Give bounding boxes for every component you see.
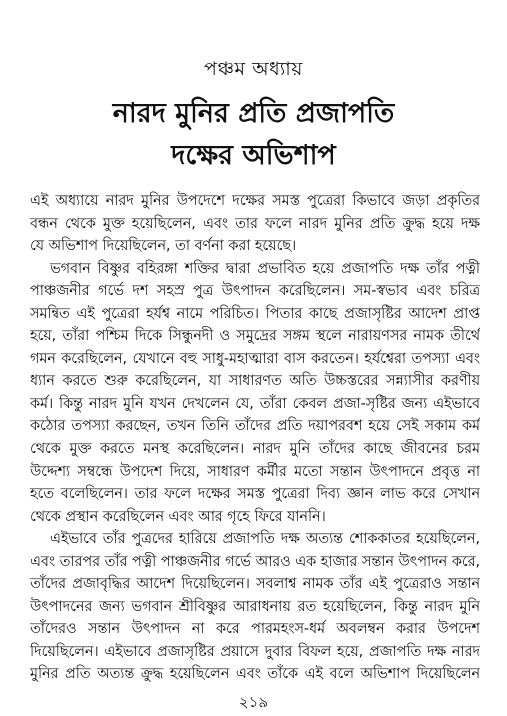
text-line: থেকে প্রস্থান করেছিলেন এবং আর গৃহে ফিরে যাননি। — [30, 508, 326, 525]
chapter-title-line-1: নারদ মুনির প্রতি প্রজাপতি — [112, 98, 395, 129]
text-line: হতে বলেছিলেন। তার ফলে দক্ষের সমস্ত পুত্রেরা দিব্য জ্ঞান লাভ করে সেখান — [30, 486, 480, 503]
text-line: তাঁদেরও সন্তান উৎপাদন না করে পারমহংস-ধর্ম অবলম্বন করার উপদেশ — [30, 621, 480, 638]
chapter-heading: পঞ্চম অধ্যায় — [204, 58, 303, 80]
chapter-title-line-2: দক্ষের অভিশাপ — [171, 140, 336, 171]
text-line: উদ্দেশ্য সম্বন্ধে উপদেশ দিয়ে, সাধারণ কর্মীর মতো সন্তান উৎপাদনে প্রবৃত্ত না — [30, 463, 480, 480]
text-line: উৎপাদনের জন্য ভগবান শ্রীবিষ্ণুর আরাধনায় রত হয়েছিলেন, কিন্তু নারদ মুনি — [30, 598, 480, 615]
text-line: এইভাবে তাঁর পুত্রদের হারিয়ে প্রজাপতি দক্ষ অত্যন্ত শোককাতর হয়েছিলেন, — [50, 531, 480, 548]
text-line: থেকে মুক্ত করতে মনস্থ করেছিলেন। নারদ মুনি তাঁদের কাছে জীবনের চরম — [30, 441, 480, 458]
text-line: কঠোর তপস্যা করছেন, তখন তিনি তাঁদের প্রতি দয়াপরবশ হয়ে সেই সকাম কর্ম — [30, 418, 480, 435]
text-line: কর্ম। কিন্তু নারদ মুনি যখন দেখলেন যে, তাঁরা কেবল প্রজা-সৃষ্টির জন্য এইভাবে — [30, 395, 480, 412]
text-line: ভগবান বিষ্ণুর বহিরঙ্গা শক্তির দ্বারা প্রভাবিত হয়ে প্রজাপতি দক্ষ তাঁর পত্নী — [50, 260, 480, 277]
text-line: এই অধ্যায়ে নারদ মুনির উপদেশে দক্ষের সমস্ত পুত্রেরা কিভাবে জড়া প্রকৃতির — [30, 193, 480, 209]
text-line: হয়ে, তাঁরা পশ্চিম দিকে সিন্ধুনদী ও সমুদ্রের সঙ্গম স্থলে নারায়ণসর নামক তীর্থে — [30, 328, 480, 345]
text-line: দিয়েছিলেন। এইভাবে প্রজাসৃষ্টির প্রয়াসে দুবার বিফল হয়ে, প্রজাপতি দক্ষ নারদ — [30, 643, 480, 660]
page-number: ২১৯ — [238, 693, 269, 711]
text-line: সমন্বিত এই পুত্রেরা হর্যশ্ব নামে পরিচিত। পিতার কাছে প্রজাসৃষ্টির আদেশ প্রাপ্ত — [30, 305, 480, 322]
text-line: এবং তারপর তাঁর পত্নী পাঞ্চজনীর গর্ভে আরও এক হাজার সন্তান উৎপাদন করে, — [30, 553, 480, 570]
text-line: মুনির প্রতি অত্যন্ত ক্রুদ্ধ হয়েছিলেন এবং তাঁকে এই বলে অভিশাপ দিয়েছিলেন — [30, 666, 480, 683]
text-line: ধ্যান করতে শুরু করেছিলেন, যা সাধারণত অতি উচ্চস্তরের সন্ন্যাসীর করণীয় — [30, 373, 480, 390]
text-line: তাঁদের প্রজাবৃদ্ধির আদেশ দিয়েছিলেন। সবলাশ্ব নামক তাঁর এই পুত্রেরাও সন্তান — [30, 576, 480, 593]
text-line: পাঞ্চজনীর গর্ভে দশ সহস্র পুত্র উৎপাদন করেছিলেন। সম-স্বভাব এবং চরিত্র — [30, 283, 480, 300]
text-line: গমন করেছিলেন, যেখানে বহু সাধু-মহাত্মারা বাস করতেন। হর্যশ্বেরা তপস্যা এবং — [30, 350, 480, 367]
body-text — [30, 190, 480, 686]
text-line: যে অভিশাপ দিয়েছিলেন, তা বর্ণনা করা হয়েছে। — [30, 238, 297, 255]
text-line: বন্ধন থেকে মুক্ত হয়েছিলেন, এবং তার ফলে নারদ মুনির প্রতি ক্রুদ্ধ হয়ে দক্ষ — [30, 215, 480, 232]
